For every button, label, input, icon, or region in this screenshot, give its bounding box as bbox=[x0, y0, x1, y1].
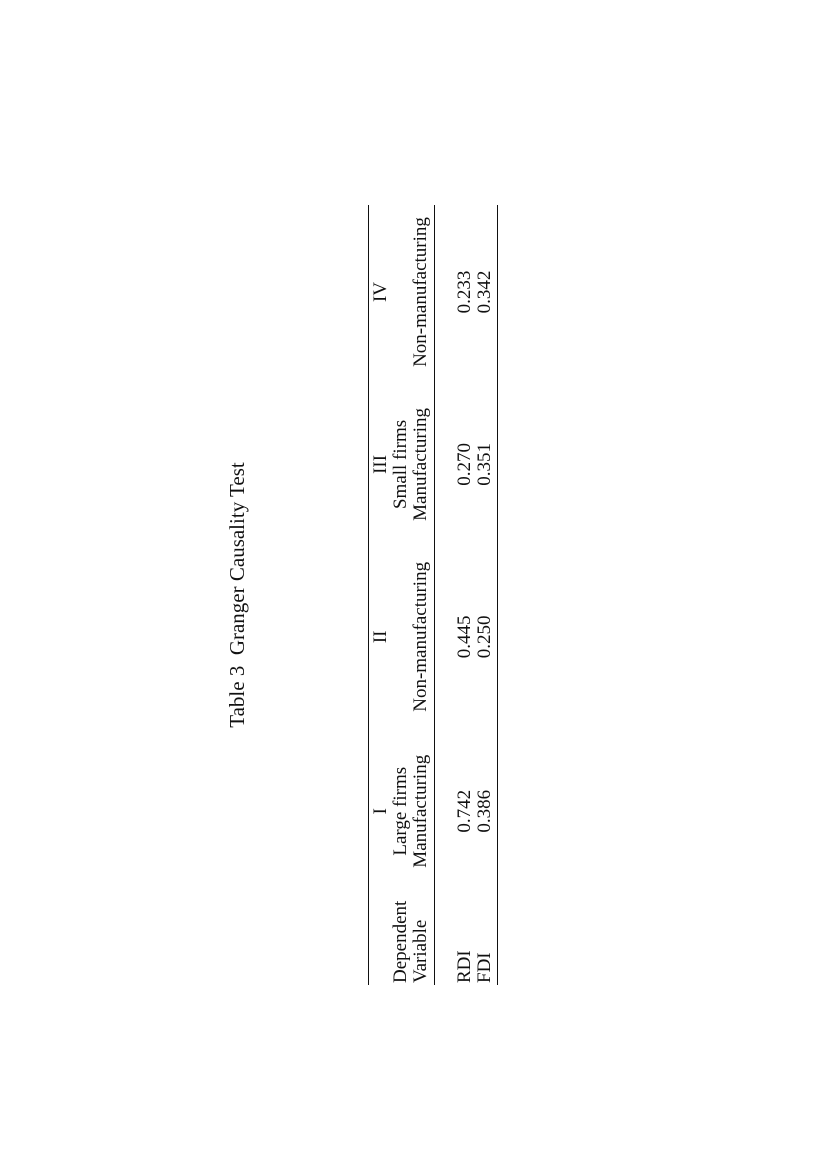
table-cell: 0.233 bbox=[454, 270, 475, 314]
table-cell: 0.270 bbox=[454, 443, 475, 486]
column-number-iii: III bbox=[369, 379, 392, 550]
table-cell: 0.386 bbox=[475, 724, 498, 899]
header-row-column-numbers bbox=[369, 205, 392, 985]
column-number-ii: II bbox=[369, 550, 392, 724]
table-cell: 0.342 bbox=[475, 205, 498, 379]
sector-label: Manufacturing bbox=[411, 379, 435, 550]
dependent-label: Dependent bbox=[390, 900, 411, 983]
small-firms-label: Small firms bbox=[390, 419, 411, 510]
table-row bbox=[435, 205, 476, 985]
table-cell: 0.250 bbox=[475, 550, 498, 724]
row-variable: RDI bbox=[454, 950, 475, 983]
large-firms-label: Large firms bbox=[390, 766, 411, 856]
header-cell bbox=[391, 205, 411, 379]
column-number-iv: IV bbox=[369, 205, 392, 379]
table-cell: 0.445 bbox=[454, 615, 475, 659]
sector-label: Manufacturing bbox=[411, 724, 435, 899]
sector-label: Non-manufacturing bbox=[411, 550, 435, 724]
variable-label: Variable bbox=[411, 899, 435, 985]
header-cell bbox=[391, 550, 411, 724]
table-cell: 0.742 bbox=[454, 789, 475, 833]
table-title: Table 3 Granger Causality Test bbox=[225, 462, 249, 728]
rotated-page-content bbox=[222, 205, 517, 985]
granger-causality-table bbox=[368, 205, 498, 985]
header-row-firm-size bbox=[391, 205, 411, 985]
column-number-i: I bbox=[369, 724, 392, 899]
table-cell: 0.351 bbox=[475, 379, 498, 550]
table-row bbox=[475, 205, 498, 985]
sector-label: Non-manufacturing bbox=[411, 205, 435, 379]
header-row-sector bbox=[411, 205, 435, 985]
header-cell bbox=[369, 899, 392, 985]
row-variable: FDI bbox=[475, 899, 498, 985]
